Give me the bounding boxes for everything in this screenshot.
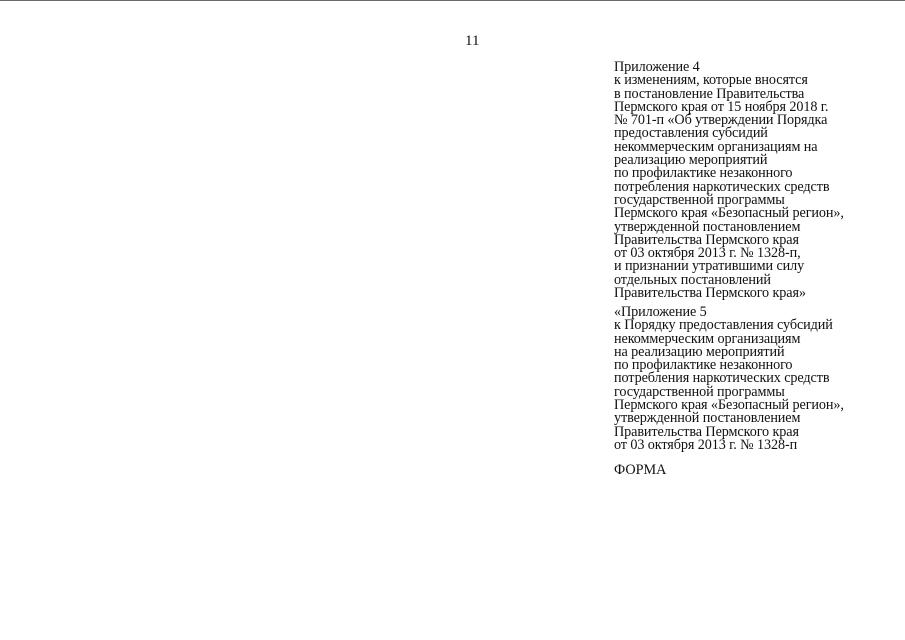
- appendix-5-line: «Приложение 5: [614, 304, 707, 320]
- appendix-4-line: некоммерческим организациям на: [614, 138, 818, 155]
- appendix-4-line: Правительства Пермского края: [614, 231, 799, 248]
- appendix-4-line: к изменениям, которые вносятся: [614, 72, 808, 89]
- appendix-4-line: предоставления субсидий: [614, 125, 768, 142]
- appendix-4-line: и признании утратившими силу: [614, 258, 805, 275]
- appendix-5-line: Правительства Пермского края: [614, 423, 799, 440]
- form-title: ФОРМА: [614, 462, 667, 478]
- top-border-line: [0, 0, 905, 1]
- appendix-4-line: по профилактике незаконного: [614, 165, 793, 182]
- appendix-4-line: реализацию мероприятий: [614, 152, 768, 169]
- appendix-4-line: № 701-п «Об утверждении Порядка: [614, 112, 828, 129]
- appendix-4-header: [614, 61, 844, 300]
- appendix-4-line: отдельных постановлений: [614, 271, 771, 288]
- appendix-4-line: потребления наркотических средств: [614, 178, 830, 195]
- appendix-5-header: [614, 306, 844, 452]
- appendix-4-line: в постановление Правительства: [614, 85, 805, 102]
- appendix-4-line: Правительства Пермского края»: [614, 285, 806, 302]
- appendix-5-line: по профилактике незаконного: [614, 357, 793, 374]
- page-number: 11: [465, 33, 480, 49]
- appendix-5-line: потребления наркотических средств: [614, 370, 830, 387]
- appendix-5-line: Пермского края «Безопасный регион»,: [614, 397, 844, 414]
- appendix-4-line: государственной программы: [614, 191, 785, 208]
- appendix-4-line: Пермского края от 15 ноября 2018 г.: [614, 98, 829, 115]
- appendix-4-line: Пермского края «Безопасный регион»,: [614, 205, 844, 222]
- appendix-5-line: утвержденной постановлением: [614, 410, 801, 427]
- appendix-4-line: от 03 октября 2013 г. № 1328-п,: [614, 245, 801, 262]
- appendix-5-line: государственной программы: [614, 383, 785, 400]
- appendix-4-line: утвержденной постановлением: [614, 218, 801, 235]
- appendix-5-line: к Порядку предоставления субсидий: [614, 317, 833, 334]
- appendix-5-line: на реализацию мероприятий: [614, 343, 785, 360]
- appendix-5-line: от 03 октября 2013 г. № 1328-п: [614, 436, 798, 453]
- appendix-5-line: некоммерческим организациям: [614, 330, 801, 347]
- appendix-4-line: Приложение 4: [614, 59, 700, 75]
